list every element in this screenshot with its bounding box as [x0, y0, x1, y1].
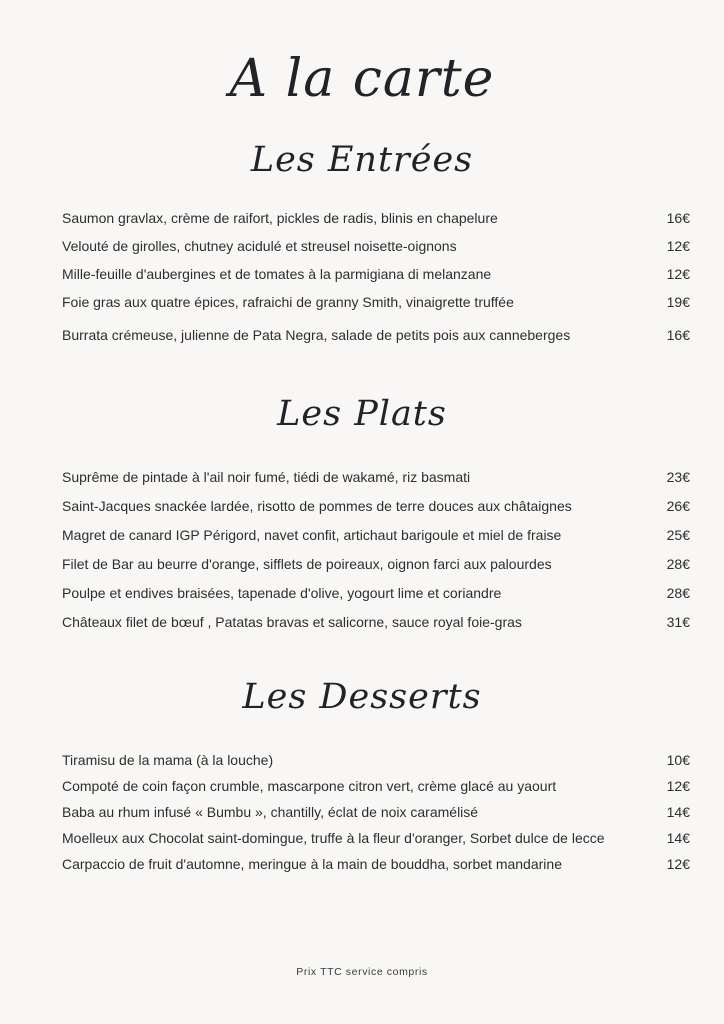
- item-price: 19€: [666, 294, 690, 311]
- menu-item-row: [62, 521, 690, 550]
- menu-item-row: [62, 261, 690, 289]
- menu-section: [0, 673, 724, 878]
- item-name: Mille-feuille d'aubergines et de tomates à la parmigiana di melanzane: [62, 266, 492, 283]
- menu-item-row: [62, 608, 690, 637]
- item-name: Magret de canard IGP Périgord, navet confit, artichaut barigoule et miel de fraise: [62, 526, 562, 543]
- item-name: Foie gras aux quatre épices, rafraichi de granny Smith, vinaigrette truffée: [62, 294, 514, 311]
- section-items: [0, 463, 724, 637]
- item-price: 12€: [666, 856, 690, 873]
- menu-item-row: [62, 579, 690, 608]
- item-price: 14€: [666, 804, 690, 821]
- item-name: Velouté de girolles, chutney acidulé et streusel noisette-oignons: [62, 238, 457, 255]
- footer-note: Prix TTC service compris: [296, 966, 428, 978]
- section-heading: Les Desserts: [242, 676, 482, 717]
- item-name: Châteaux filet de bœuf , Patatas bravas et salicorne, sauce royal foie-gras: [62, 613, 522, 630]
- item-price: 12€: [666, 266, 690, 283]
- section-items: [0, 205, 724, 350]
- item-price: 26€: [666, 497, 690, 514]
- menu-section: [0, 136, 724, 350]
- page-title: A la carte: [229, 49, 495, 109]
- item-name: Baba au rhum infusé « Bumbu », chantilly, éclat de noix caramélisé: [62, 804, 479, 821]
- item-price: 12€: [666, 238, 690, 255]
- menu-item-row: [62, 463, 690, 492]
- item-price: 12€: [666, 778, 690, 795]
- item-name: Moelleux aux Chocolat saint-domingue, truffe à la fleur d'oranger, Sorbet dulce de lecce: [62, 830, 605, 847]
- menu-item-row: [62, 233, 690, 261]
- item-name: Suprême de pintade à l'ail noir fumé, tiédi de wakamé, riz basmati: [62, 468, 471, 485]
- item-price: 28€: [666, 555, 690, 572]
- menu-item-row: [62, 826, 690, 852]
- menu-item-row: [62, 800, 690, 826]
- section-heading: Les Plats: [277, 393, 447, 434]
- item-price: 31€: [666, 613, 690, 630]
- menu-item-row: [62, 748, 690, 774]
- item-name: Saumon gravlax, crème de raifort, pickles de radis, blinis en chapelure: [62, 210, 498, 227]
- item-price: 16€: [666, 210, 690, 227]
- item-name: Filet de Bar au beurre d'orange, sifflets de poireaux, oignon farci aux palourdes: [62, 555, 552, 572]
- item-name: Compoté de coin façon crumble, mascarpone citron vert, crème glacé au yaourt: [62, 778, 557, 795]
- item-price: 23€: [666, 468, 690, 485]
- item-name: Tiramisu de la mama (à la louche): [62, 752, 274, 769]
- menu-item-row: [62, 550, 690, 579]
- menu-sections: [0, 136, 724, 878]
- section-heading: Les Entrées: [250, 139, 474, 180]
- menu-item-row: [62, 852, 690, 878]
- menu-item-row: [62, 322, 690, 350]
- menu-item-row: [62, 289, 690, 317]
- item-price: 25€: [666, 526, 690, 543]
- menu-item-row: [62, 492, 690, 521]
- menu-item-row: [62, 205, 690, 233]
- item-price: 28€: [666, 584, 690, 601]
- item-price: 16€: [666, 327, 690, 344]
- item-name: Saint-Jacques snackée lardée, risotto de pommes de terre douces aux châtaignes: [62, 497, 572, 514]
- item-name: Burrata crémeuse, julienne de Pata Negra, salade de petits pois aux canneberges: [62, 327, 571, 344]
- section-items: [0, 748, 724, 878]
- item-name: Poulpe et endives braisées, tapenade d'olive, yogourt lime et coriandre: [62, 584, 502, 601]
- menu-section: [0, 390, 724, 637]
- item-price: 10€: [666, 752, 690, 769]
- menu-item-row: [62, 774, 690, 800]
- item-price: 14€: [666, 830, 690, 847]
- item-name: Carpaccio de fruit d'automne, meringue à la main de bouddha, sorbet mandarine: [62, 856, 562, 873]
